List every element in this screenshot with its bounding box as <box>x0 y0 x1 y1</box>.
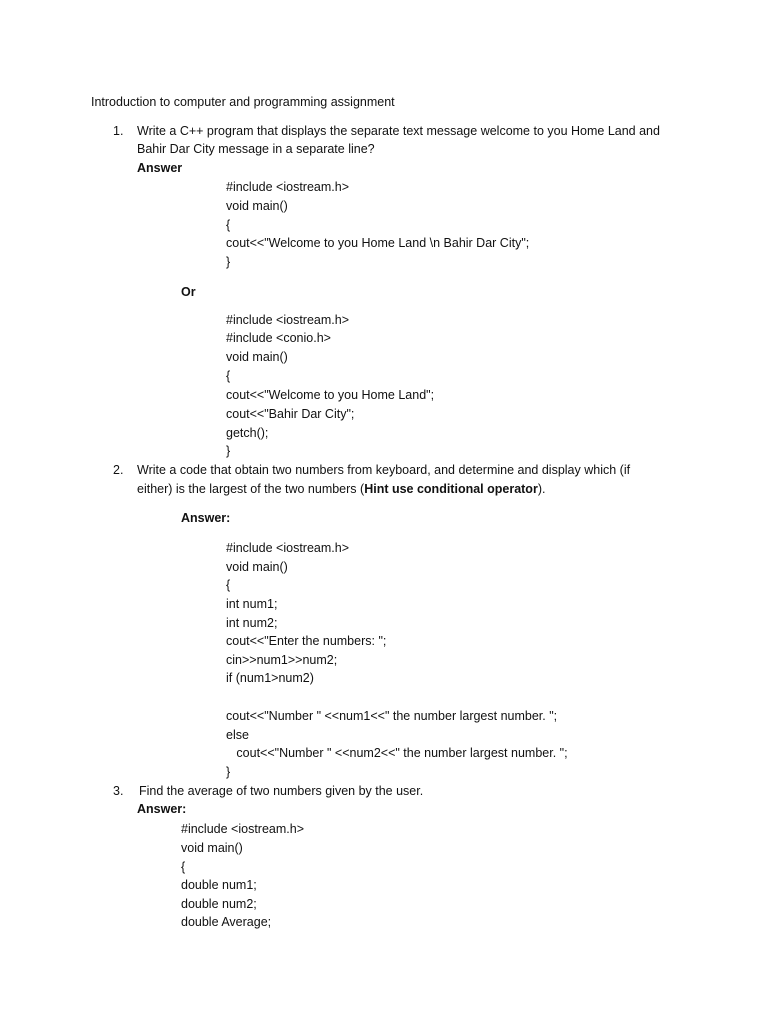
question-2-text-part-2: ). <box>537 482 546 496</box>
q2-code-line: else <box>226 728 249 742</box>
q2-code-line: int num2; <box>226 616 278 630</box>
q2-code-line: { <box>226 578 231 592</box>
q2-code-line: cout<<"Enter the numbers: "; <box>226 634 387 648</box>
question-1-text-line-1: Write a C++ program that displays the separate text message welcome to you Home Land and <box>137 124 660 138</box>
q1-code-b-line: #include <conio.h> <box>226 331 331 345</box>
q1-code-b-line: cout<<"Welcome to you Home Land"; <box>226 388 435 402</box>
q2-code-line: cout<<"Number " <<num1<<" the number largest number. "; <box>226 709 558 723</box>
question-2-hint: Hint use conditional operator <box>364 482 538 496</box>
q3-code-line: void main() <box>181 841 243 855</box>
q2-code-line: if (num1>num2) <box>226 671 314 685</box>
q3-code-line: double num2; <box>181 897 257 911</box>
q1-code-b-line: void main() <box>226 350 288 364</box>
question-2-text-part-1: either) is the largest of the two numbers ( <box>137 482 365 496</box>
q2-code-line: } <box>226 765 231 779</box>
q1-code-a-line: cout<<"Welcome to you Home Land \n Bahir Dar City"; <box>226 236 530 250</box>
question-2-text-line-1: Write a code that obtain two numbers from keyboard, and determine and display which (if <box>137 463 631 477</box>
q1-code-a-line: } <box>226 255 231 269</box>
question-2-number: 2. <box>113 463 124 477</box>
q1-code-b-line: getch(); <box>226 426 269 440</box>
q3-code-line: double Average; <box>181 915 272 929</box>
question-1-answer-label: Answer <box>137 161 183 175</box>
q1-code-a-line: #include <iostream.h> <box>226 180 349 194</box>
q1-code-b-line: } <box>226 444 231 458</box>
question-3-answer-label: Answer: <box>137 802 187 816</box>
q2-code-line: #include <iostream.h> <box>226 541 349 555</box>
question-1-number: 1. <box>113 124 124 138</box>
q1-code-a-line: { <box>226 218 231 232</box>
q3-code-line: double num1; <box>181 878 257 892</box>
q1-or-label: Or <box>181 285 196 299</box>
q2-code-line: int num1; <box>226 597 278 611</box>
q3-code-line: #include <iostream.h> <box>181 822 304 836</box>
q1-code-a-line: void main() <box>226 199 288 213</box>
q2-code-line: cout<<"Number " <<num2<<" the number largest number. "; <box>226 746 568 760</box>
document-title: Introduction to computer and programming assignment <box>91 95 395 109</box>
question-2-answer-label: Answer: <box>181 511 231 525</box>
q1-code-b-line: cout<<"Bahir Dar City"; <box>226 407 355 421</box>
q2-code-line: void main() <box>226 560 288 574</box>
question-1-text-line-2: Bahir Dar City message in a separate line? <box>137 142 375 156</box>
q1-code-b-line: #include <iostream.h> <box>226 313 349 327</box>
question-3-text: Find the average of two numbers given by the user. <box>139 784 424 798</box>
question-2-text-line-2 <box>137 481 545 497</box>
q3-code-line: { <box>181 860 186 874</box>
q1-code-b-line: { <box>226 369 231 383</box>
q2-code-line: cin>>num1>>num2; <box>226 653 338 667</box>
question-3-number: 3. <box>113 784 124 798</box>
